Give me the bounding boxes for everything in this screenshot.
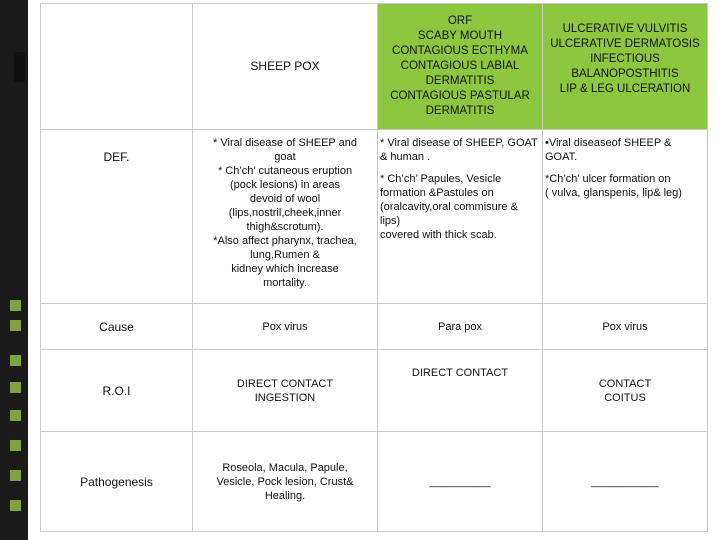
- green-square-decoration: [10, 470, 21, 481]
- text-line: CONTAGIOUS LABIAL: [400, 60, 520, 72]
- text-line: [545, 164, 705, 172]
- def-orf: [378, 130, 543, 304]
- text-line: CONTAGIOUS ECTHYMA: [392, 45, 528, 57]
- text-line: DIRECT CONTACT: [236, 377, 334, 390]
- text-line: devoid of wool: [249, 193, 321, 205]
- text-line: DERMATITIS: [425, 75, 495, 87]
- roi-orf: DIRECT CONTACT: [378, 350, 543, 432]
- text-line: ORF: [447, 15, 473, 27]
- text-line: DERMATITIS: [425, 105, 495, 117]
- text-line: GOAT.: [545, 151, 578, 163]
- row-label-cause: Cause: [41, 304, 193, 350]
- text-line: covered with thick scab.: [380, 229, 497, 241]
- text-line: mortality.: [263, 277, 307, 289]
- text-line: CONTACT: [598, 377, 652, 390]
- text-line: (oralcavity,oral commisure &: [380, 201, 518, 213]
- green-square-decoration: [10, 300, 21, 311]
- text-line: CONTAGIOUS PASTULAR: [390, 90, 530, 102]
- text-line: *Ch’ch’ ulcer formation on: [545, 173, 671, 185]
- text-line: ULCERATIVE DERMATOSIS: [550, 38, 700, 50]
- text-line: Vesicle, Pock lesion, Crust&: [216, 475, 354, 488]
- header-empty-cell: [41, 4, 193, 130]
- row-roi: [41, 350, 708, 432]
- row-label-def: DEF.: [41, 130, 193, 304]
- text-line: Healing.: [264, 489, 306, 502]
- green-square-decoration: [10, 440, 21, 451]
- cause-orf: Para pox: [378, 304, 543, 350]
- header-sheep-pox: SHEEP POX: [193, 4, 378, 130]
- text-line: formation &Pastules on: [380, 187, 494, 199]
- text-line: [380, 164, 540, 172]
- green-square-decoration: [10, 500, 21, 511]
- green-square-decoration: [10, 410, 21, 421]
- header-orf: [378, 4, 543, 130]
- pathogenesis-ulcerative: ___________: [543, 432, 708, 532]
- text-line: & human .: [380, 151, 431, 163]
- text-line: * Viral disease of SHEEP, GOAT: [380, 137, 538, 149]
- def-ulcerative: [543, 130, 708, 304]
- text-line: thigh&scrotum).: [246, 221, 324, 233]
- roi-ulcerative: [543, 350, 708, 432]
- row-label-pathogenesis: Pathogenesis: [41, 432, 193, 532]
- row-label-roi: R.O.I: [41, 350, 193, 432]
- text-line: * Ch’ch’ Papules, Vesicle: [380, 173, 502, 185]
- disease-comparison-table: [40, 3, 708, 532]
- text-line: (lips,nostril,cheek,inner: [228, 207, 342, 219]
- green-square-decoration: [10, 382, 21, 393]
- row-cause: [41, 304, 708, 350]
- cause-sheep-pox: Pox virus: [193, 304, 378, 350]
- row-definition: [41, 130, 708, 304]
- text-line: INFECTIOUS: [590, 53, 660, 65]
- text-line: kidney which increase: [231, 263, 339, 275]
- text-line: LIP & LEG ULCERATION: [559, 83, 691, 95]
- pathogenesis-sheep-pox: [193, 432, 378, 532]
- text-line: *Also affect pharynx, trachea,: [213, 235, 357, 247]
- roi-sheep-pox: [193, 350, 378, 432]
- text-line: INGESTION: [254, 391, 316, 404]
- header-ulcerative: [543, 4, 708, 130]
- green-square-decoration: [10, 355, 21, 366]
- header-row: [41, 4, 708, 130]
- green-square-decoration: [10, 320, 21, 331]
- text-line: COITUS: [604, 391, 646, 404]
- text-line: (pock lesions) in areas: [229, 179, 341, 191]
- text-line: ( vulva, glanspenis, lip& leg): [545, 187, 682, 199]
- text-line: lips): [380, 215, 401, 227]
- text-line: goat: [274, 151, 296, 163]
- def-sheep-pox: [193, 130, 378, 304]
- text-line: BALANOPOSTHITIS: [571, 68, 679, 80]
- row-pathogenesis: [41, 432, 708, 532]
- dark-square-decoration: [14, 52, 25, 82]
- text-line: * Ch’ch’ cutaneous eruption: [217, 165, 353, 177]
- text-line: * Viral disease of SHEEP and: [213, 137, 357, 149]
- left-accent-bar: [0, 0, 28, 540]
- text-line: lung,Rumen &: [250, 249, 320, 261]
- cause-ulcerative: Pox virus: [543, 304, 708, 350]
- text-line: •Viral diseaseof SHEEP &: [545, 137, 672, 149]
- pathogenesis-orf: __________: [378, 432, 543, 532]
- text-line: SCABY MOUTH: [417, 30, 503, 42]
- text-line: ULCERATIVE VULVITIS: [562, 23, 688, 35]
- text-line: Roseola, Macula, Papule,: [222, 461, 348, 474]
